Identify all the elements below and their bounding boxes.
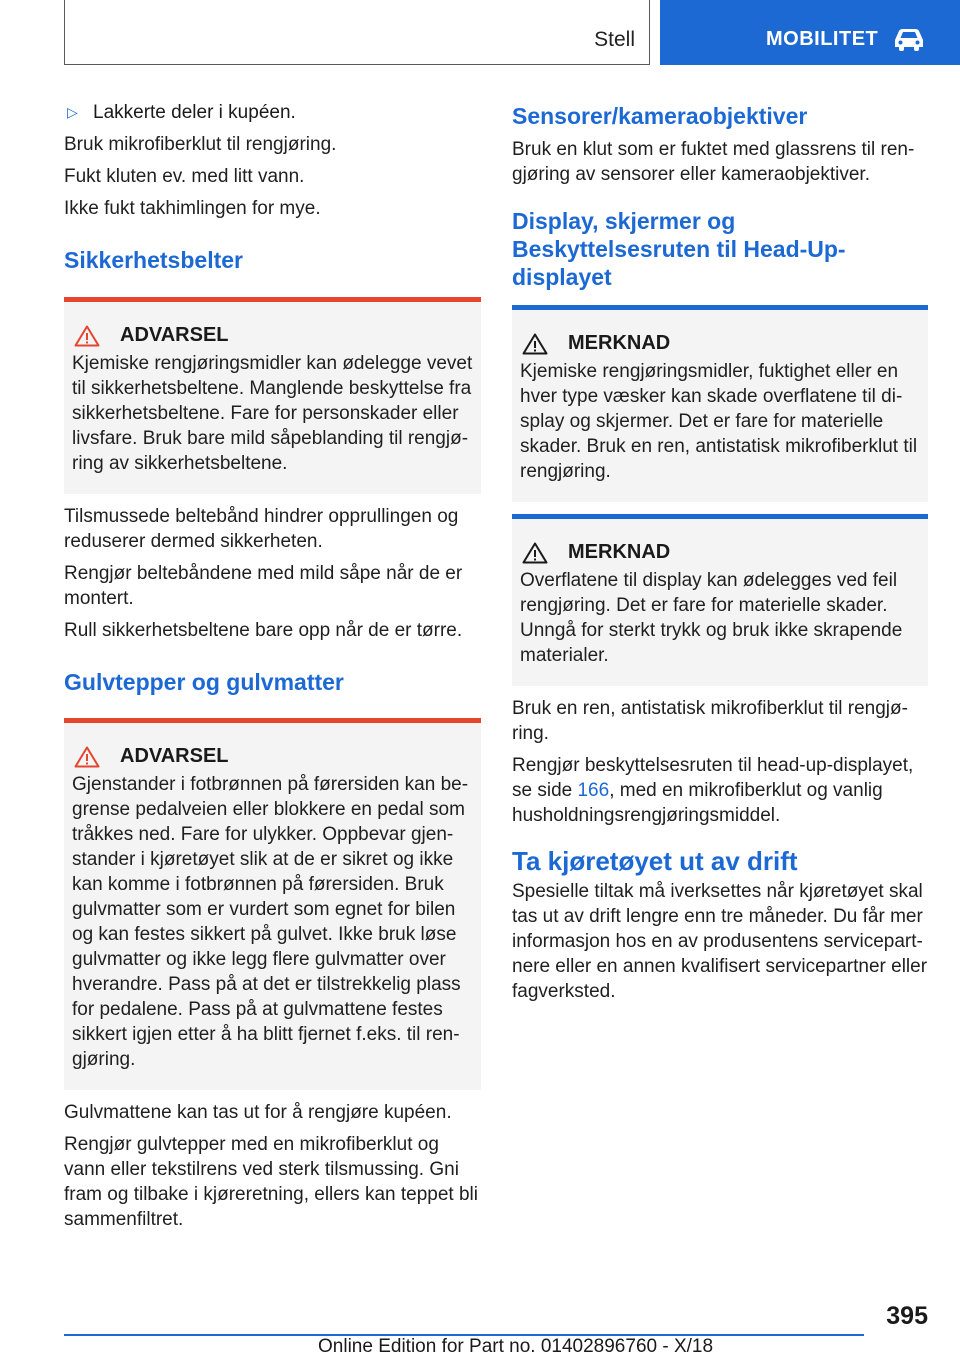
car-icon	[892, 26, 926, 52]
paragraph: Rengjør gulvtepper med en mikrofiberklut og vann eller tekstilrens ved sterk tilsmussing. Gni fram og tilbake i kjøreretning, ellers kan teppet bli sammenfiltret.	[64, 1134, 478, 1230]
warning-triangle-icon	[74, 325, 100, 347]
paragraph: Ikke fukt takhimlingen for mye.	[64, 198, 321, 219]
page-reference-link[interactable]: 166	[577, 780, 610, 801]
paragraph-text: Rengjør beskyttelsesruten til head-up-displayet, se side	[512, 755, 914, 801]
paragraph: Fukt kluten ev. med litt vann.	[64, 166, 305, 187]
triangle-bullet-icon: ▷	[67, 104, 78, 120]
note-box	[512, 305, 928, 502]
paragraph: Bruk en ren, antistatisk mikrofiberklut til rengjøring.	[512, 698, 908, 744]
warning-title: ADVARSEL	[120, 745, 229, 767]
heading-sensors: Sensorer/kameraobjektiver	[512, 103, 808, 129]
warning-text: Kjemiske rengjøringsmidler kan ødelegge vevet til sikkerhetsbeltene. Manglende beskyttelse fra sikkerhetsbeltene. Fare for personskader eller livsfare. Bruk bare mild såpeblanding til rengjøring av sikkerhetsbeltene.	[72, 353, 473, 474]
warning-title: ADVARSEL	[120, 324, 229, 346]
paragraph: Tilsmussede beltebånd hindrer opprullingen og reduserer dermed sikkerheten.	[64, 506, 459, 552]
note-text: Overflatene til display kan ødelegges ved feil rengjøring. Det er fare for materielle skader. Unngå for sterkt trykk og bruk ikke skrapende materialer.	[520, 570, 903, 666]
heading-seatbelts: Sikkerhetsbelter	[64, 247, 243, 273]
left-column	[64, 100, 481, 1239]
note-text: Kjemiske rengjøringsmidler, fuktighet eller en hver type væsker kan skade overflatene til display og skjermer. Det er fare for materielle skader. Bruk en ren, antistatisk mikrofiberklut til rengjøring.	[520, 361, 918, 482]
header-section-title: Stell	[594, 28, 635, 51]
paragraph: Bruk mikrofiberklut til rengjøring.	[64, 134, 337, 155]
paragraph	[512, 753, 928, 828]
warning-header	[72, 324, 475, 347]
heading-display: Display, skjermer og Beskyttelsesruten til Head-Up-displayet	[512, 208, 846, 290]
heading-floor-mats: Gulvtepper og gulvmatter	[64, 669, 344, 695]
paragraph: Gulvmattene kan tas ut for å rengjøre kupéen.	[64, 1102, 452, 1123]
warning-text: Gjenstander i fotbrønnen på førersiden kan begrense pedalveien eller blokkere en pedal som tråkkes ned. Fare for ulykker. Oppbevar gjenstander i kjøretøyet slik at de er sikret og ikke kan komme i fotbrønnen på førersiden. Bruk gulvmatter som er vurdert som egnet for bilen og kan festes sikkert på gulvet. Ikke bruk løse gulvmatter og ikke legg flere gulvmatter over hverandre. Pass på at det er tilstrekkelig plass for pedalene. Pass på at gulvmattene festes sikkert igjen etter å ha blitt fjernet f.eks. til rengjøring.	[72, 774, 469, 1070]
warning-triangle-icon	[522, 333, 548, 355]
paragraph: Bruk en klut som er fuktet med glassrens til rengjøring av sensorer eller kameraobjektiver.	[512, 139, 915, 185]
warning-box	[64, 297, 481, 494]
right-column	[512, 100, 928, 1011]
header-section-box	[64, 0, 650, 65]
footer-edition: Online Edition for Part no. 01402896760 - X/18	[318, 1336, 714, 1357]
paragraph: Rengjør beltebåndene med mild såpe når de er montert.	[64, 563, 463, 609]
page-number: 395	[886, 1302, 928, 1330]
note-header	[520, 332, 920, 355]
note-header	[520, 541, 920, 564]
warning-header	[72, 745, 475, 768]
header-chapter-title: MOBILITET	[766, 28, 879, 50]
note-box	[512, 514, 928, 686]
note-title: MERKNAD	[568, 332, 671, 354]
paragraph-text: , med en mikrofiberklut og vanlig husholdningsrengjøringsmiddel.	[512, 780, 883, 826]
list-item-text: Lakkerte deler i kupéen.	[93, 102, 296, 123]
list-item	[64, 100, 481, 125]
paragraph: Rull sikkerhetsbeltene bare opp når de er tørre.	[64, 620, 463, 641]
warning-box	[64, 718, 481, 1090]
warning-triangle-icon	[74, 746, 100, 768]
note-title: MERKNAD	[568, 541, 671, 563]
header-chapter-tab	[660, 0, 960, 65]
warning-triangle-icon	[522, 542, 548, 564]
heading-decommission: Ta kjøretøyet ut av drift	[512, 846, 798, 876]
paragraph: Spesielle tiltak må iverksettes når kjøretøyet skal tas ut av drift lengre enn tre måneder. Du får mer informasjon hos en av produsentens servicepartnere eller en annen kvalifisert servicepartner eller fagverksted.	[512, 881, 928, 1002]
